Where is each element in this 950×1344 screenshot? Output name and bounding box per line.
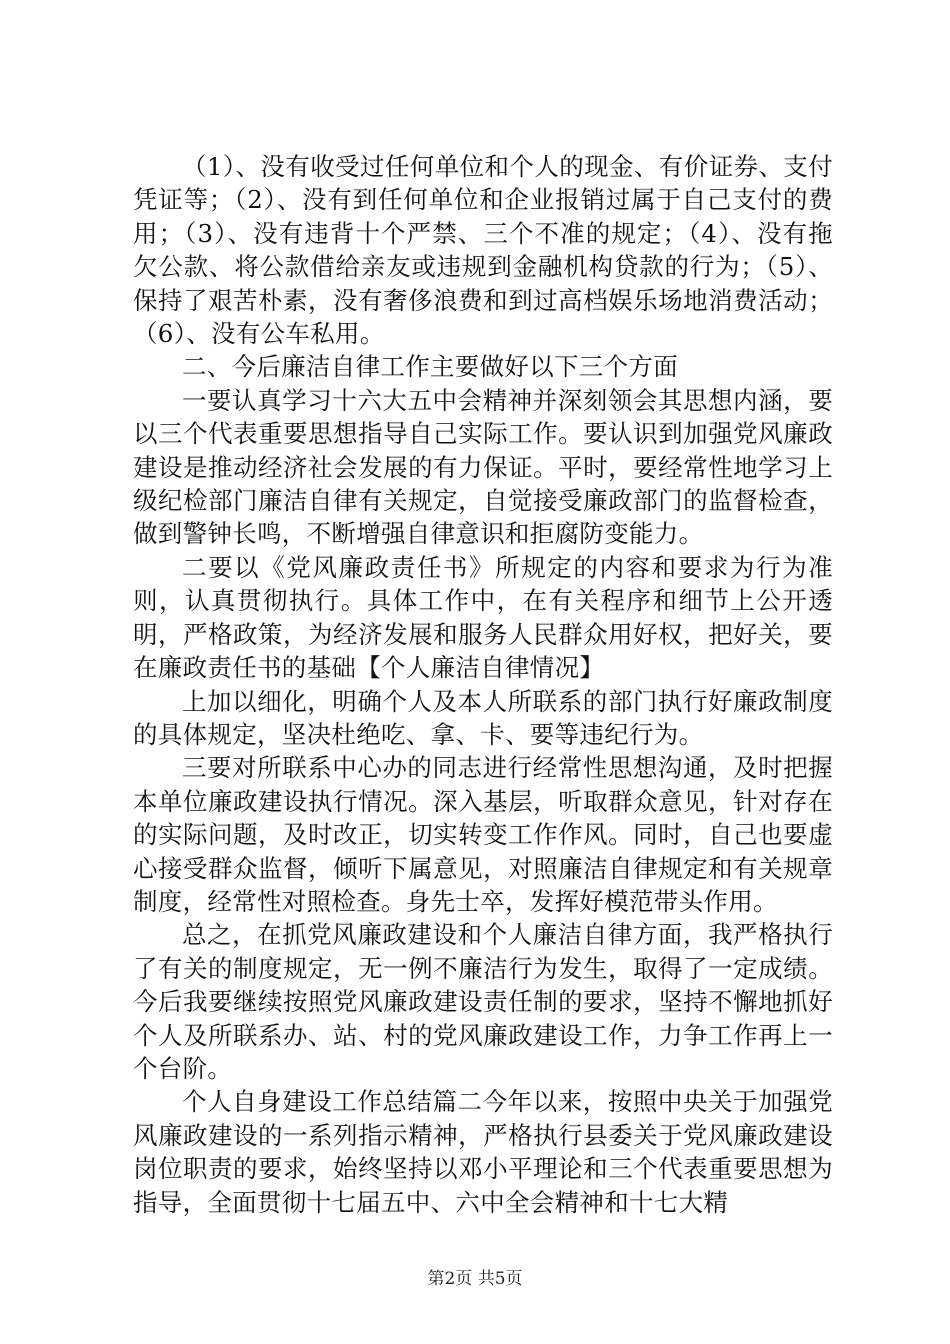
document-body: [133, 150, 833, 1219]
page-number-footer: 第2页 共5页: [427, 1269, 523, 1289]
paragraph-commitments: （1）、没有收受过任何单位和个人的现金、有价证券、支付凭证等；（2）、没有到任何单位和企业报销过属于自己支付的费用；（3）、没有违背十个严禁、三个不准的规定；（4）、没有拖欠公款、将公款借给亲友或违规到金融机构贷款的行为；（5）、保持了艰苦朴素，没有奢侈浪费和到过高档娱乐场地消费活动；（6）、没有公车私用。: [133, 152, 833, 349]
section-heading-two: 二、今后廉洁自律工作主要做好以下三个方面: [182, 352, 678, 382]
paragraph-point-one: 一要认真学习十六大五中会精神并深刻领会其思想内涵，要以三个代表重要思想指导自己实际工作。要认识到加强党风廉政建设是推动经济社会发展的有力保证。平时，要经常性地学习上级纪检部门廉洁自律有关规定，自觉接受廉政部门的监督检查，做到警钟长鸣，不断增强自律意识和拒腐防变能力。: [133, 385, 833, 549]
paragraph-point-two-continued: 上加以细化，明确个人及本人所联系的部门执行好廉政制度的具体规定，坚决杜绝吃、拿、卡、要等违纪行为。: [133, 686, 833, 749]
paragraph-summary: 总之，在抓党风廉政建设和个人廉洁自律方面，我严格执行了有关的制度规定，无一例不廉洁行为发生，取得了一定成绩。今后我要继续按照党风廉政建设责任制的要求，坚持不懈地抓好个人及所联系办、站、村的党风廉政建设工作，力争工作再上一个台阶。: [133, 920, 833, 1083]
paragraph-point-three: 三要对所联系中心办的同志进行经常性思想沟通，及时把握本单位廉政建设执行情况。深入基层，听取群众意见，针对存在的实际问题，及时改正，切实转变工作作风。同时，自己也要虚心接受群众监督，倾听下属意见，对照廉洁自律规定和有关规章制度，经常性对照检查。身先士卒，发挥好模范带头作用。: [133, 753, 833, 916]
paragraph-article-two-intro: 个人自身建设工作总结篇二今年以来，按照中央关于加强党风廉政建设的一系列指示精神，严格执行县委关于党风廉政建设岗位职责的要求，始终坚持以邓小平理论和三个代表重要思想为指导，全面贯彻十七届五中、六中全会精神和十七大精: [133, 1087, 833, 1217]
paragraph-point-two: 二要以《党风廉政责任书》所规定的内容和要求为行为准则，认真贯彻执行。具体工作中，在有关程序和细节上公开透明，严格政策，为经济发展和服务人民群众用好权，把好关，要在廉政责任书的基础【个人廉洁自律情况】: [133, 552, 833, 683]
